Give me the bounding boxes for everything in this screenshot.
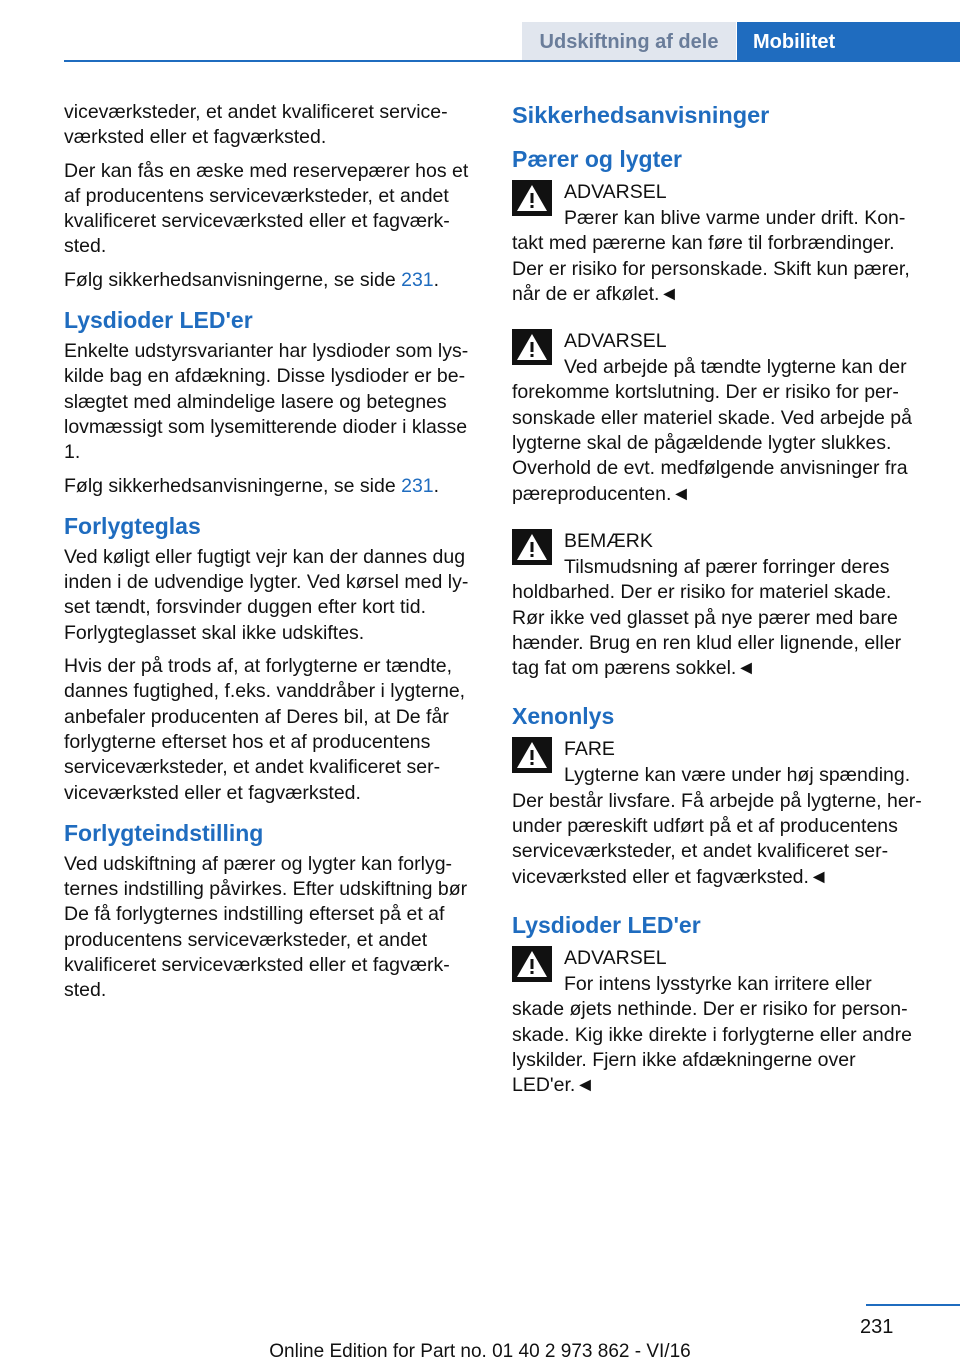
section-heading-led-right: Lysdioder LED'er: [512, 911, 701, 938]
paragraph: Hvis der på trods af, at forlygterne er tændte, dannes fugtighed, f.eks. vanddråber i lygterne, anbefaler producenten af Deres bil, at De får forlygterne efterset hos et af producentens serviceværksteder, et andet kvalificeret serviceværksted eller et fagværksted.: [64, 655, 466, 804]
paragraph: viceværksteder, et andet kvalificeret serviceværksted eller et fagværksted.: [64, 101, 448, 149]
warning-label: ADVARSEL: [564, 181, 667, 203]
paragraph: Ved udskiftning af pærer og lygter kan forlygternes indstilling påvirkes. Efter udskiftning bør De få forlygternes indstilling efterset på et af producentens serviceværksteder, et andet kvalificeret serviceværksted eller et fagværksted.: [64, 852, 468, 1002]
section-heading-xenonlys: Xenonlys: [512, 703, 615, 730]
chapter-tab[interactable]: Mobilitet: [737, 22, 960, 62]
warning-triangle-icon: [512, 180, 552, 216]
warning-label: ADVARSEL: [564, 946, 667, 969]
page-header: [0, 0, 960, 62]
footer-divider: [866, 1304, 960, 1306]
warning-text: Pærer kan blive varme under drift. Kontakt med pærerne kan føre til forbrændinger. Der er risiko for personskade. Skift kun pærer, når de er afkølet.◄: [512, 207, 910, 305]
danger-block: [512, 735, 928, 889]
paragraph-text: Følg sikkerhedsanvisningerne, se side: [64, 268, 402, 291]
paragraph: Der kan fås en æske med reservepærer hos et af producentens serviceværksteder, et andet kvalificeret serviceværksted eller et fagværksted.: [64, 159, 469, 258]
page-link[interactable]: 231: [401, 474, 434, 497]
cross-reference: [64, 474, 482, 499]
page-number: 231: [860, 1316, 894, 1338]
paragraph-text: .: [433, 268, 440, 291]
notice-block: [512, 527, 928, 681]
section-heading-forlygteindstilling: Forlygteindstilling: [64, 819, 264, 846]
notice-text: Tilsmudsning af pærer forringer deres holdbarhed. Der er risiko for materiel skade. Rør ikke ved glasset på nye pærer med bare hænder. Brug en ren klud eller lignende, eller tag fat om pærens sokkel.◄: [512, 555, 902, 680]
warning-label: ADVARSEL: [564, 330, 667, 353]
notice-label: BEMÆRK: [564, 529, 653, 552]
cross-reference: [64, 268, 482, 293]
danger-text: Lygterne kan være under høj spænding. Der består livsfare. Få arbejde på lygterne, herunder pæreskift udført på et af producentens serviceværksteder, et andet kvalificeret serviceværksted eller et fagværksted.◄: [512, 764, 922, 888]
edition-line: Online Edition for Part no. 01 40 2 973 862 - VI/16: [269, 1341, 691, 1362]
warning-triangle-icon: [512, 737, 552, 773]
warning-block: [512, 327, 928, 507]
header-divider: [64, 60, 960, 62]
warning-triangle-icon: [512, 329, 552, 365]
left-column: [64, 100, 482, 1012]
page-heading: Sikkerhedsanvisninger: [512, 102, 770, 128]
right-column: [512, 100, 928, 1118]
warning-text: For intens lysstyrke kan irritere eller skade øjets nethinde. Der er risiko for personskade. Kig ikke direkte i forlygterne eller andre lyskilder. Fjern ikke afdækningerne over LED'er.◄: [512, 972, 912, 1097]
section-heading-paerer: Pærer og lygter: [512, 146, 682, 172]
section-heading-forlygteglas: Forlygteglas: [64, 512, 201, 539]
danger-label: FARE: [564, 738, 615, 761]
section-heading-led: Lysdioder LED'er: [64, 307, 253, 334]
warning-block: [512, 178, 928, 307]
warning-block: [512, 944, 928, 1098]
paragraph: Ved køligt eller fugtigt vejr kan der dannes dug inden i de udvendige lygter. Ved kørsel med lyset tændt, forsvinder duggen efter kort tid. Forlygteglasset skal ikke udskiftes.: [64, 545, 469, 644]
page-link[interactable]: 231: [401, 268, 434, 291]
section-tab[interactable]: Udskiftning af dele: [522, 22, 736, 62]
paragraph-text: .: [433, 474, 440, 497]
paragraph-text: Følg sikkerhedsanvisningerne, se side: [64, 474, 402, 497]
warning-triangle-icon: [512, 946, 552, 982]
warning-triangle-icon: [512, 529, 552, 565]
paragraph: Enkelte udstyrsvarianter har lysdioder som lyskilde bag en afdækning. Disse lysdioder er beslægtet med almindelige lasere og betegnes lovmæssigt som lysemitterende dioder i klasse 1.: [64, 340, 469, 464]
warning-text: Ved arbejde på tændte lygterne kan der forekomme kortslutning. Der er risiko for personskade eller materiel skade. Ved arbejde på lygterne skal de pågældende lygter slukkes. Overhold de evt. medfølgende anvisninger fra pæreproducenten.◄: [512, 356, 912, 505]
